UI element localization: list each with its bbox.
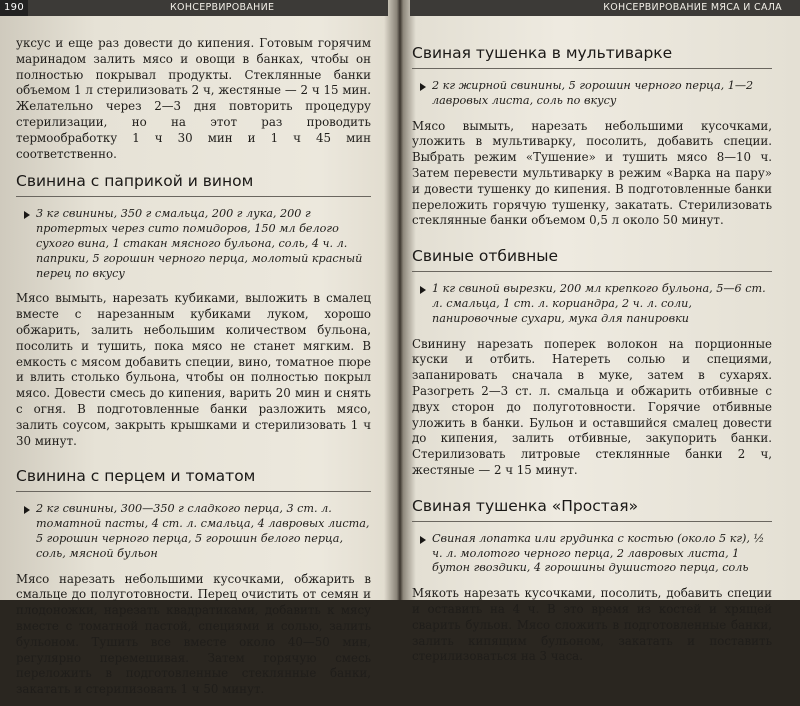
recipe-title: Свинина с перцем и томатом [16,467,371,492]
bullet-triangle-icon [420,536,426,544]
right-page [404,0,800,664]
method-paragraph: Мясо нарезать небольшими кусочками, обжарить в смальце до полуготовности. Перец очистить от семян и плодоножки, нарезать квадратиками, добавить к мясу вместе с томатной пастой, специями и солью, залить бульоном. Тушить все вместе около 40—50 мин, регулярно перемешивая. Затем горячую смесь переложить в подготовленные стеклянные банки, закатать и стерилизовать 1 ч 50 минут. [16,571,371,697]
bullet-triangle-icon [420,83,426,91]
left-text-column [16,36,371,706]
ingredients-block [24,207,371,281]
ingredients-text: 2 кг свинины, 300—350 г сладкого перца, 3 ст. л. томатной пасты, 4 ст. л. смальца, 4 лавровых листа, 5 горошин черного перца, 5 горошин белого перца, соль, мясной бульон [36,502,370,560]
ingredients-text: 1 кг свиной вырезки, 200 мл крепкого бульона, 5—6 ст. л. смальца, 1 ст. л. кориандра, 2 ч. л. соли, панировочные сухари, мука для панировки [432,282,766,325]
left-page [0,0,396,697]
ingredients-block [420,282,772,326]
bullet-triangle-icon [420,286,426,294]
recipe-title: Свиная тушенка в мультиварке [412,44,772,69]
ingredients-block [24,502,371,561]
method-paragraph: Свинину нарезать поперек волокон на порционные куски и отбить. Натереть солью и специями, запанировать сначала в муке, затем в сухарях. Разогреть 2—3 ст. л. смальца и обжарить отбивные с двух сторон до полуготовности. Горячие отбивные уложить в банки. Бульон и оставшийся смалец довести до кипения, залить отбивные, закупорить банки. Стерилизовать литровые стеклянные банки 2 ч, жестяные — 2 ч 15 минут. [412,336,772,477]
right-running-title: КОНСЕРВИРОВАНИЕ МЯСА И САЛА [603,2,782,13]
recipe-title: Свиные отбивные [412,247,772,272]
method-paragraph: Мякоть нарезать кусочками, посолить, добавить специи и оставить на 4 ч. В это время из костей и хрящей сварить бульон. Мясо сложить в подготовленные банки, залить кипящим бульоном, закатать и поставить стерилизоваться на 3 часа. [412,586,772,664]
method-paragraph: Мясо вымыть, нарезать небольшими кусочками, уложить в мультиварку, посолить, добавить специи. Выбрать режим «Тушение» и тушить мясо 8—10 ч. Затем перевести мультиварку в режим «Варка на пару» и довести тушенку до кипения. В подготовленные банки переложить горячую тушенку, закатать. Стерилизовать стеклянные банки объемом 0,5 л около 50 минут. [412,118,772,228]
bullet-triangle-icon [24,211,30,219]
page-number: 190 [0,0,28,16]
ingredients-text: 3 кг свинины, 350 г смальца, 200 г лука, 200 г протертых через сито помидоров, 150 мл белого сухого вина, 1 стакан мясного бульона, соль, 4 ч. л. паприки, 5 горошин черного перца, молотый красный перец по вкусу [36,207,363,280]
recipe-title: Свиная тушенка «Простая» [412,497,772,522]
ingredients-text: 2 кг жирной свинины, 5 горошин черного перца, 1—2 лавровых листа, соль по вкусу [432,79,754,107]
right-text-column [412,34,772,673]
bullet-triangle-icon [24,506,30,514]
recipe-title: Свинина с паприкой и вином [16,172,371,197]
method-paragraph: Мясо вымыть, нарезать кубиками, выложить в смалец вместе с нарезанным кубиками луком, хорошо обжарить, залить небольшим количеством бульона, посолить и тушить, пока мясо не станет мягким. В емкость с мясом добавить специи, вино, томатное пюре и влить столько бульона, чтобы он полностью покрыл мясо. Довести смесь до кипения, варить 20 мин и снять с огня. В подготовленные банки разложить мясо, залить соусом, закрыть крышками и стерилизовать 1 ч 30 минут. [16,291,371,448]
ingredients-block [420,532,772,576]
intro-paragraph: уксус и еще раз довести до кипения. Готовым горячим маринадом залить мясо и овощи в банках, чтобы он полностью покрывал продукты. Стеклянные банки объемом 1 л стерилизовать 2 ч, жестяные — 2 ч 15 мин. Желательно через 2—3 дня повторить процедуру стерилизации, но на этот раз проводить термообработку 1 ч 30 мин и 1 ч 45 мин соответственно. [16,36,371,161]
ingredients-block [420,79,772,109]
left-running-title: КОНСЕРВИРОВАНИЕ [170,2,275,13]
left-running-header [0,0,388,16]
right-running-header [410,0,800,16]
ingredients-text: Свиная лопатка или грудинка с костью (около 5 кг), ½ ч. л. молотого черного перца, 2 лавровых листа, 1 бутон гвоздики, 4 горошины душистого перца, соль [432,531,765,575]
